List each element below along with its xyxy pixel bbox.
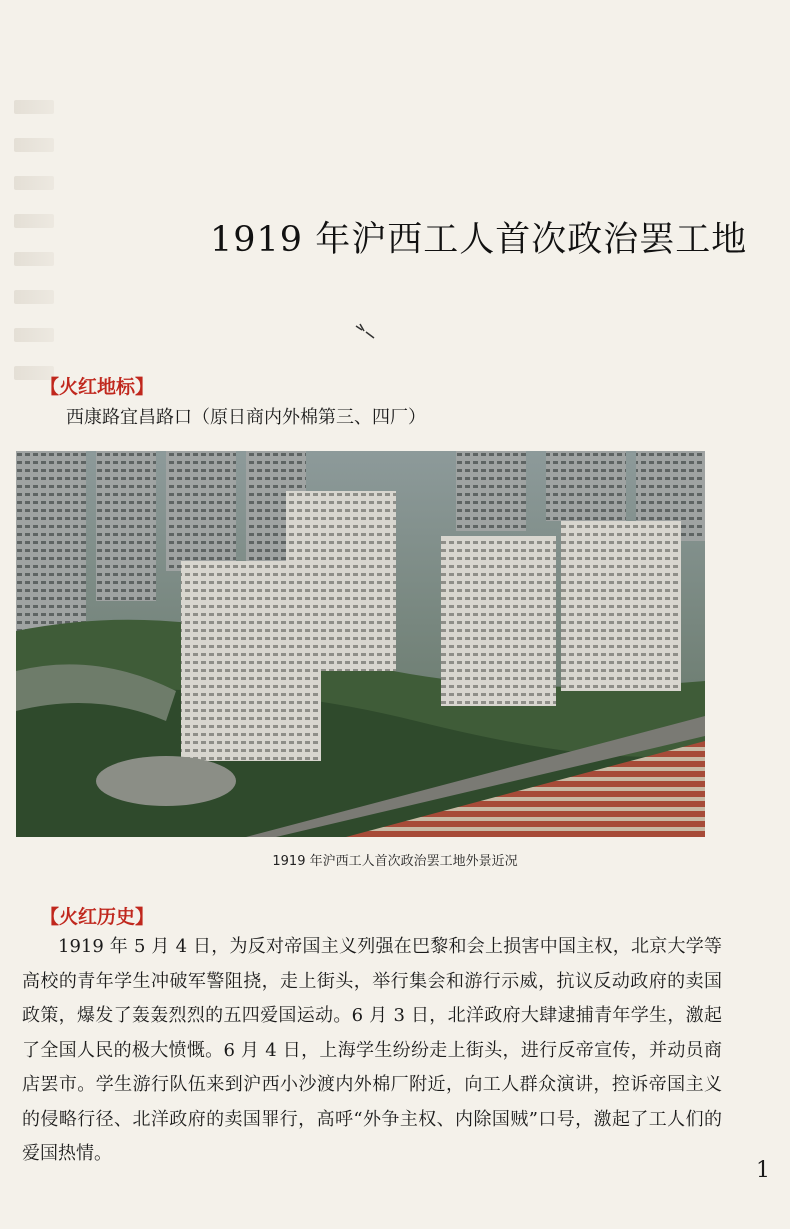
landmark-location: 西康路宜昌路口（原日商内外棉第三、四厂） [66,407,426,428]
landmark-heading: 【火红地标】 [40,376,155,398]
aerial-photo-illustration [16,451,705,837]
bleed-through-text [14,100,54,404]
history-paragraph: 1919 年 5 月 4 日，为反对帝国主义列强在巴黎和会上损害中国主权，北京大学等高校的青年学生冲破军警阻挠，走上街头，举行集会和游行示威，抗议反动政府的卖国政策，爆发了轰轰烈烈的五四爱国运动。6 月 3 日，北洋政府大肆逮捕青年学生，激起了全国人民的极大愤慨。6 月 4 日，上海学生纷纷走上街头，进行反帝宣传，并动员商店罢市。学生游行队伍来到沪西小沙渡内外棉厂附近，向工人群众演讲，控诉帝国主义的侵略行径、北洋政府的卖国罪行，高呼“外争主权、内除国贼”口号，激起了工人们的爱国热情。 [22,936,722,1164]
history-heading: 【火红历史】 [40,906,155,928]
ornament-mark [354,322,376,340]
page-title: 1919 年沪西工人首次政治罢工地 [210,220,748,260]
history-body [22,930,722,1172]
page-number: 1 [756,1158,770,1183]
aerial-photo [16,451,705,837]
photo-caption: 1919 年沪西工人首次政治罢工地外景近况 [272,854,518,869]
